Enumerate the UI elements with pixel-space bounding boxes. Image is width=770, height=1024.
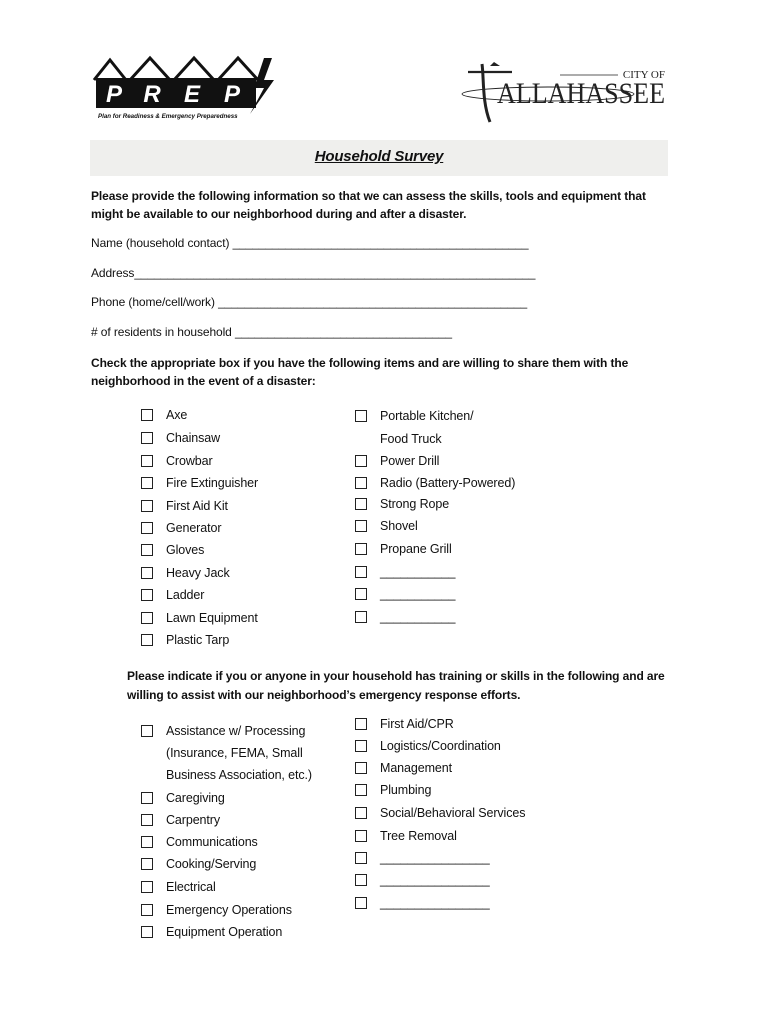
logistics-coordination-checkbox[interactable] <box>355 740 367 752</box>
generator-label: Generator <box>166 521 222 535</box>
ladder-checkbox[interactable] <box>141 589 153 601</box>
lawn-equipment-checkbox[interactable] <box>141 612 153 624</box>
phone-field[interactable]: Phone (home/cell/work) _______________________________________________ <box>91 295 528 309</box>
caregiving-label: Caregiving <box>166 791 225 805</box>
tree-removal-checkbox[interactable] <box>355 830 367 842</box>
equipment-operation-checkbox[interactable] <box>141 926 153 938</box>
intro-line-1: Please provide the following information so that we can assess the skills, tools and equipment that <box>91 189 646 203</box>
skill-blank-3-checkbox[interactable] <box>355 897 367 909</box>
plastic-tarp-checkbox[interactable] <box>141 634 153 646</box>
chainsaw-checkbox[interactable] <box>141 432 153 444</box>
ladder-label: Ladder <box>166 588 205 602</box>
address-field[interactable]: Address_____________________________________________________________ <box>91 266 536 280</box>
prep-tagline: Plan for Readiness & Emergency Preparedness <box>98 113 238 120</box>
first-aid-cpr-checkbox[interactable] <box>355 718 367 730</box>
prep-letter-p2: P <box>223 81 241 108</box>
item-blank-2-checkbox[interactable] <box>355 588 367 600</box>
emergency-operations-label: Emergency Operations <box>166 903 292 917</box>
items-intro-line-1: Check the appropriate box if you have the following items and are willing to share them with the <box>91 356 629 370</box>
skill-blank-3-line[interactable]: ________________ <box>380 896 490 910</box>
chainsaw-label: Chainsaw <box>166 431 221 445</box>
portable-kitchen-checkbox[interactable] <box>355 410 367 422</box>
gloves-checkbox[interactable] <box>141 544 153 556</box>
emergency-operations-checkbox[interactable] <box>141 904 153 916</box>
strong-rope-label: Strong Rope <box>380 497 450 511</box>
gloves-label: Gloves <box>166 543 205 557</box>
electrical-checkbox[interactable] <box>141 881 153 893</box>
axe-label: Axe <box>166 408 188 422</box>
portable-kitchen-label-2: Food Truck <box>380 432 442 446</box>
assistance-processing-label-3: Business Association, etc.) <box>166 768 312 782</box>
carpentry-label: Carpentry <box>166 813 220 827</box>
propane-grill-checkbox[interactable] <box>355 543 367 555</box>
carpentry-checkbox[interactable] <box>141 814 153 826</box>
skill-blank-1-checkbox[interactable] <box>355 852 367 864</box>
social-behavioral-services-label: Social/Behavioral Services <box>380 806 526 820</box>
assistance-processing-label-1: Assistance w/ Processing <box>166 724 306 738</box>
assistance-processing-checkbox[interactable] <box>141 725 153 737</box>
power-drill-checkbox[interactable] <box>355 455 367 467</box>
item-blank-3-line[interactable]: ___________ <box>380 610 456 624</box>
allahassee-text: ALLAHASSEE <box>497 77 665 110</box>
plastic-tarp-label: Plastic Tarp <box>166 633 230 647</box>
heavy-jack-checkbox[interactable] <box>141 567 153 579</box>
cooking-serving-label: Cooking/Serving <box>166 857 257 871</box>
first-aid-cpr-label: First Aid/CPR <box>380 717 454 731</box>
plumbing-checkbox[interactable] <box>355 784 367 796</box>
assistance-processing-label-2: (Insurance, FEMA, Small <box>166 746 303 760</box>
communications-checkbox[interactable] <box>141 836 153 848</box>
skill-blank-2-line[interactable]: ________________ <box>380 873 490 887</box>
prep-letter-e: E <box>183 81 201 108</box>
portable-kitchen-label-1: Portable Kitchen/ <box>380 409 474 423</box>
lawn-equipment-label: Lawn Equipment <box>166 611 258 625</box>
equipment-operation-label: Equipment Operation <box>166 925 283 939</box>
crowbar-checkbox[interactable] <box>141 455 153 467</box>
name-field[interactable]: Name (household contact) _____________________________________________ <box>91 236 529 250</box>
shovel-checkbox[interactable] <box>355 520 367 532</box>
plumbing-label: Plumbing <box>380 783 432 797</box>
residents-field[interactable]: # of residents in household _________________________________ <box>91 325 452 339</box>
cooking-serving-checkbox[interactable] <box>141 858 153 870</box>
fire-extinguisher-label: Fire Extinguisher <box>166 476 259 490</box>
caregiving-checkbox[interactable] <box>141 792 153 804</box>
heavy-jack-label: Heavy Jack <box>166 566 230 580</box>
items-intro-line-2: neighborhood in the event of a disaster: <box>91 374 316 388</box>
city-of-tallahassee-logo <box>460 58 670 128</box>
item-blank-3-checkbox[interactable] <box>355 611 367 623</box>
city-of-text: CITY OF <box>622 69 665 81</box>
crowbar-label: Crowbar <box>166 454 213 468</box>
radio-checkbox[interactable] <box>355 477 367 489</box>
communications-label: Communications <box>166 835 258 849</box>
propane-grill-label: Propane Grill <box>380 542 452 556</box>
title-band <box>90 140 668 176</box>
skill-blank-1-line[interactable]: ________________ <box>380 851 490 865</box>
radio-label: Radio (Battery-Powered) <box>380 476 516 490</box>
prep-logo <box>92 52 276 122</box>
item-blank-1-line[interactable]: ___________ <box>380 565 456 579</box>
generator-checkbox[interactable] <box>141 522 153 534</box>
first-aid-kit-label: First Aid Kit <box>166 499 228 513</box>
strong-rope-checkbox[interactable] <box>355 498 367 510</box>
first-aid-kit-checkbox[interactable] <box>141 500 153 512</box>
management-label: Management <box>380 761 452 775</box>
item-blank-2-line[interactable]: ___________ <box>380 587 456 601</box>
skills-intro-line-1: Please indicate if you or anyone in your household has training or skills in the following and are <box>127 669 665 683</box>
social-behavioral-services-checkbox[interactable] <box>355 807 367 819</box>
fire-extinguisher-checkbox[interactable] <box>141 477 153 489</box>
management-checkbox[interactable] <box>355 762 367 774</box>
prep-letter-p1: P <box>105 81 123 108</box>
axe-checkbox[interactable] <box>141 409 153 421</box>
page-title: Household Survey <box>314 148 444 165</box>
prep-letter-r: R <box>143 81 161 108</box>
power-drill-label: Power Drill <box>380 454 440 468</box>
skills-intro-line-2: willing to assist with our neighborhood’s emergency response efforts. <box>127 688 521 702</box>
tree-removal-label: Tree Removal <box>380 829 457 843</box>
shovel-label: Shovel <box>380 519 418 533</box>
item-blank-1-checkbox[interactable] <box>355 566 367 578</box>
skill-blank-2-checkbox[interactable] <box>355 874 367 886</box>
logistics-coordination-label: Logistics/Coordination <box>380 739 501 753</box>
intro-line-2: might be available to our neighborhood during and after a disaster. <box>91 207 467 221</box>
electrical-label: Electrical <box>166 880 216 894</box>
